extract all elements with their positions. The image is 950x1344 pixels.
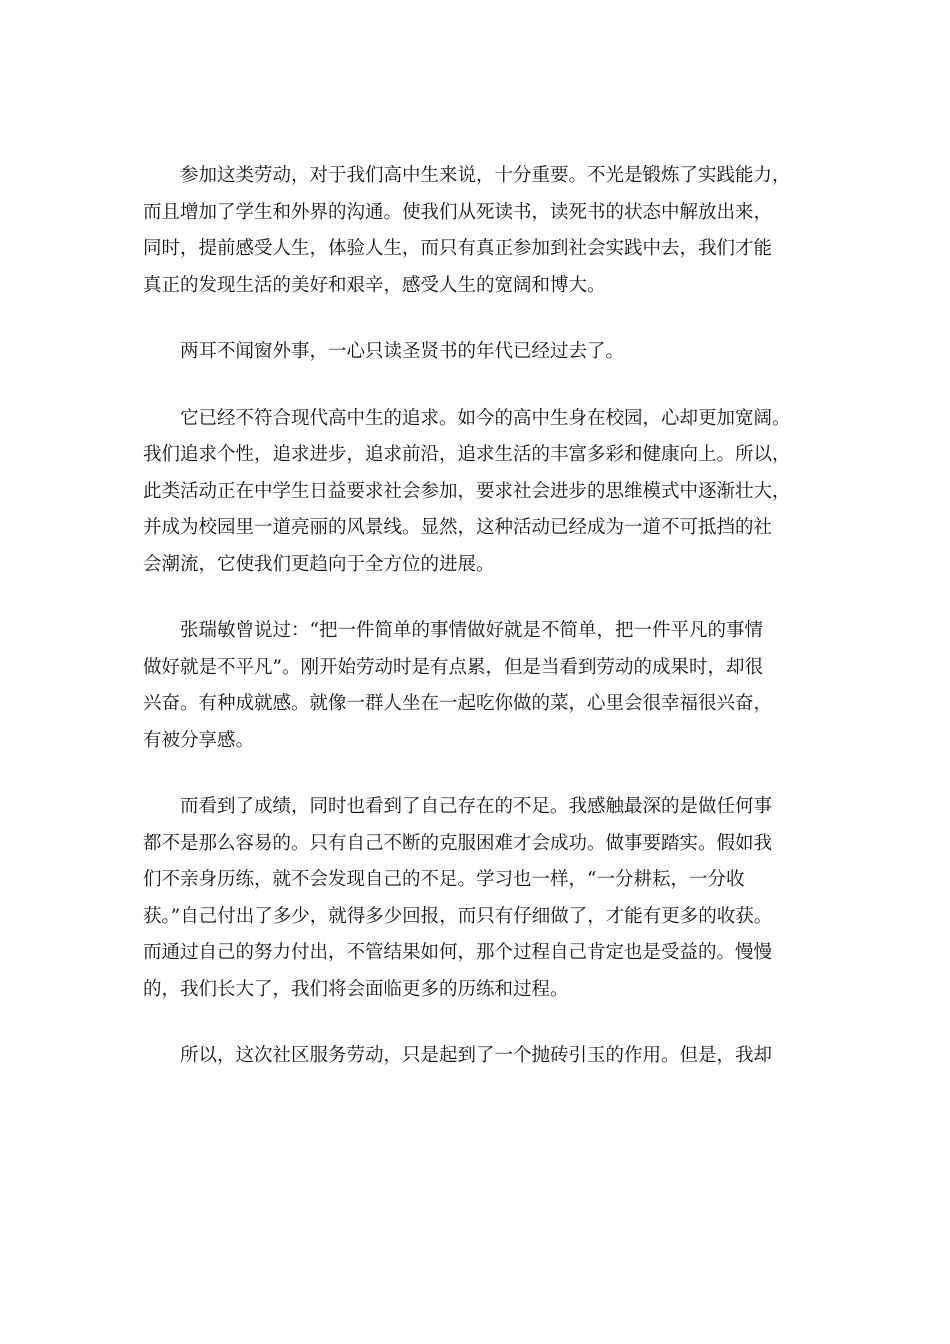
text-line: 获。”自己付出了多少，就得多少回报，而只有仔细做了，才能有更多的收获。 bbox=[143, 905, 773, 927]
text-line: 而看到了成绩，同时也看到了自己存在的不足。我感触最深的是做任何事 bbox=[180, 796, 773, 817]
text-line: 都不是那么容易的。只有自己不断的克服困难才会成功。做事要踏实。假如我 bbox=[143, 832, 773, 854]
text-line: 参加这类劳动，对于我们高中生来说，十分重要。不光是锻炼了实践能力， bbox=[180, 165, 791, 186]
text-line: 兴奋。有种成就感。就像一群人坐在一起吃你做的菜，心里会很幸福很兴奋， bbox=[143, 693, 773, 714]
text-line: 做好就是不平凡”。刚开始劳动时是有点累，但是当看到劳动的成果时，却很 bbox=[143, 656, 763, 678]
paragraph bbox=[143, 789, 809, 1008]
text-line: 并成为校园里一道亮丽的风景线。显然，这种活动已经成为一道不可抵挡的社 bbox=[143, 517, 773, 538]
paragraph bbox=[143, 613, 809, 759]
paragraph bbox=[143, 334, 809, 371]
paragraph bbox=[143, 1038, 809, 1075]
text-line: 而且增加了学生和外界的沟通。使我们从死读书，读死书的状态中解放出来， bbox=[143, 201, 773, 223]
paragraph bbox=[143, 158, 809, 304]
text-line: 而通过自己的努力付出，不管结果如何，那个过程自己肯定也是受益的。慢慢 bbox=[143, 942, 773, 963]
text-line: 张瑞敏曾说过：“把一件简单的事情做好就是不简单，把一件平凡的事情 bbox=[180, 620, 763, 641]
text-line: 有被分享感。 bbox=[143, 729, 255, 751]
text-line: 它已经不符合现代高中生的追求。如今的高中生身在校园，心却更加宽阔。 bbox=[180, 407, 791, 429]
text-line: 我们追求个性，追求进步，追求前沿，追求生活的丰富多彩和健康向上。所以， bbox=[143, 444, 791, 465]
text-line: 的，我们长大了，我们将会面临更多的历练和过程。 bbox=[143, 978, 569, 1000]
paragraph bbox=[143, 401, 809, 584]
text-line: 会潮流，它使我们更趋向于全方位的进展。 bbox=[143, 553, 495, 575]
text-line: 两耳不闻窗外事，一心只读圣贤书的年代已经过去了。 bbox=[180, 341, 625, 362]
text-line: 真正的发现生活的美好和艰辛，感受人生的宽阔和博大。 bbox=[143, 274, 606, 296]
document-body bbox=[143, 158, 809, 1105]
text-line: 所以，这次社区服务劳动，只是起到了一个抛砖引玉的作用。但是，我却 bbox=[180, 1045, 773, 1066]
text-line: 同时，提前感受人生，体验人生，而只有真正参加到社会实践中去，我们才能 bbox=[143, 238, 773, 259]
text-line: 们不亲身历练，就不会发现自己的不足。学习也一样，“一分耕耘，一分收 bbox=[143, 869, 745, 890]
text-line: 此类活动正在中学生日益要求社会参加，要求社会进步的思维模式中逐渐壮大， bbox=[143, 480, 791, 502]
